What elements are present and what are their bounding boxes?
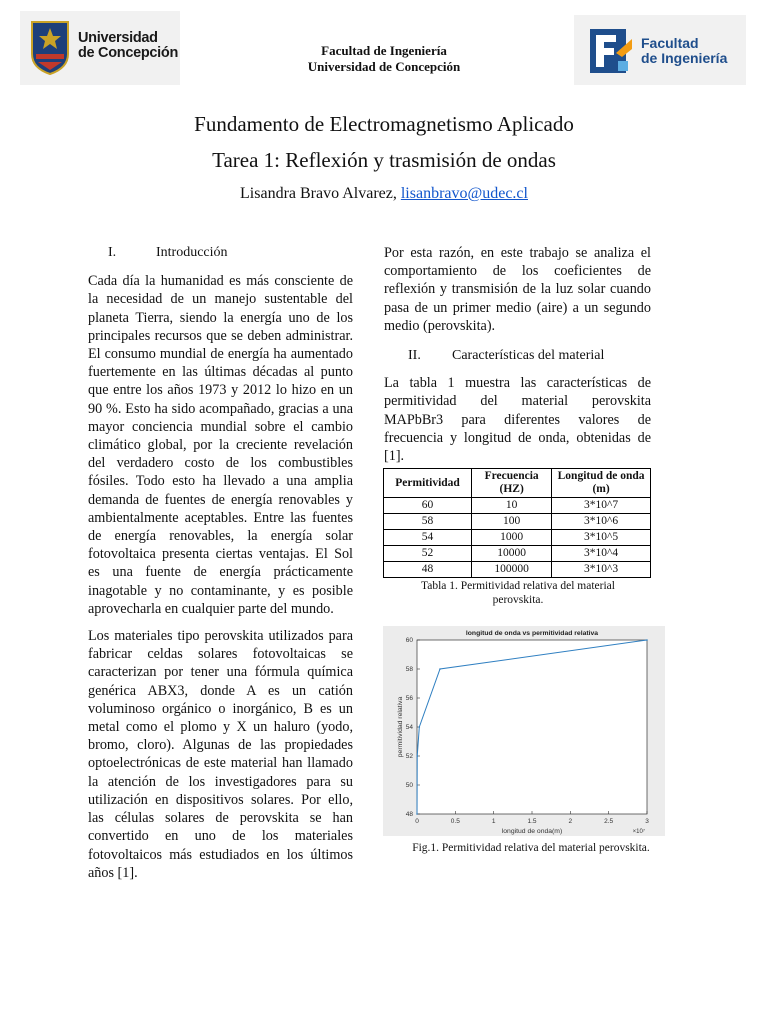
table-row — [384, 514, 651, 530]
table-header-cell: Frecuencia (HZ) — [472, 469, 552, 498]
x-tick-label: 1 — [491, 818, 496, 825]
x-tick-label: 2.5 — [604, 818, 614, 825]
table-cell: 58 — [384, 514, 472, 530]
material-title: Características del material — [452, 348, 605, 364]
header-faculty: Facultad de Ingeniería — [321, 43, 447, 58]
table-cell: 3*10^7 — [552, 498, 651, 514]
x-tick-label: 3 — [645, 818, 649, 825]
table-cell: 3*10^6 — [552, 514, 651, 530]
table-row — [384, 530, 651, 546]
fi-emblem-icon — [586, 25, 636, 77]
table-row — [384, 546, 651, 562]
table-cell: 10000 — [472, 546, 552, 562]
figure-caption: Fig.1. Permitividad relativa del material perovskita. — [412, 842, 650, 854]
x-tick-label: 0 — [415, 818, 419, 825]
chart-svg — [383, 626, 665, 836]
permittivity-chart — [383, 626, 665, 836]
x-multiplier-label: ×10⁷ — [632, 829, 645, 835]
author-name: Lisandra Bravo Alvarez, — [240, 185, 397, 202]
data-point — [419, 726, 421, 728]
intro-paragraph-2: Los materiales tipo perovskita utilizados para fabricar celdas solares fotovoltaicas se caracterizan por tener una fórmula química genérica ABX3, donde A es un catión voluminoso orgánico o inorgánico, B es un metal como el plomo y X un haluro (yodo, bromo, cloro). Algunas de las propiedades optoelectrónicas de este material han llamado la atención de los investigadores para su utilización en dispositivos solares. Por ello, las células solares de perovskita se han convertido en uno de los materiales fotovoltaicos más estudiados en los últimos años [1]. — [88, 628, 353, 881]
table-row — [384, 562, 651, 578]
table-cell: 10 — [472, 498, 552, 514]
table-cell: 3*10^5 — [552, 530, 651, 546]
intro-number: I. — [108, 245, 117, 260]
table-cell: 3*10^4 — [552, 546, 651, 562]
table-cell: 54 — [384, 530, 472, 546]
x-tick-label: 1.5 — [527, 818, 537, 825]
intro-paragraph-1: Cada día la humanidad es más consciente de la necesidad de un manejo sustentable del planeta Tierra, siendo la energía uno de los principales recursos que se deben administrar. El consumo mundial de energía ha aumentado fuertemente en las últimas décadas al punto que entre los años 1973 y 2012 lo hizo en un 90 %. Esto ha sido acompañado, gracias a una mayor conciencia mundial sobre el cambio climático global, por la creciente revelación del verdadero costo de los combustibles fósiles. Todo esto ha llevado a una amplia demanda de fuentes de energía renovables y ambientalmente aceptables. Entre las fuentes de energía renovables, la energía solar fotovoltaica presenta ciertas ventajas. El Sol es una fuente de energía prácticamente inagotable y no contaminante, y es posible aprovecharla en cualquier parte del mundo. — [88, 273, 353, 617]
chart-title: longitud de onda vs permitividad relativa — [465, 630, 599, 637]
table-cell: 52 — [384, 546, 472, 562]
plot-area — [417, 640, 647, 814]
x-axis-label: longitud de onda(m) — [501, 828, 563, 835]
table-header-cell: Permitividad — [384, 469, 472, 498]
y-tick-label: 54 — [405, 724, 413, 732]
header-university: Universidad de Concepción — [307, 59, 461, 74]
data-point — [416, 755, 418, 757]
left-column — [88, 244, 353, 891]
fi-logo — [574, 15, 746, 85]
table-header-row — [384, 469, 651, 498]
material-number: II. — [408, 348, 421, 364]
data-point — [439, 668, 441, 670]
y-tick-label: 52 — [405, 753, 413, 761]
data-point — [416, 813, 418, 815]
data-point — [646, 639, 648, 641]
author-line — [0, 185, 768, 203]
table-row — [384, 498, 651, 514]
y-tick-label: 60 — [405, 637, 413, 645]
table-cell: 1000 — [472, 530, 552, 546]
table-header-cell: Longitud de onda (m) — [552, 469, 651, 498]
y-tick-label: 50 — [405, 782, 413, 790]
table-cell: 48 — [384, 562, 472, 578]
table-cell: 100 — [472, 514, 552, 530]
table-cell: 60 — [384, 498, 472, 514]
material-heading — [384, 347, 651, 365]
intro-paragraph-3: Por esta razón, en este trabajo se analiza el comportamiento de los coeficientes de reflexión y transmisión de la luz solar cuando pasa de un primer medio (aire) a un segundo medio (perovskita). — [384, 245, 651, 334]
x-tick-label: 0.5 — [450, 818, 460, 825]
permittivity-table — [383, 468, 651, 578]
author-email-link[interactable]: lisanbravo@udec.cl — [400, 185, 528, 202]
udec-logo-line1: Universidad — [78, 30, 158, 46]
intro-title: Introducción — [156, 245, 228, 260]
table-caption: Tabla 1. Permitividad relativa del material perovskita. — [421, 580, 615, 606]
fi-logo-line2: de Ingeniería — [641, 50, 728, 66]
intro-heading — [88, 244, 353, 262]
right-column — [384, 244, 651, 474]
x-tick-label: 2 — [568, 818, 573, 825]
table-cell: 3*10^3 — [552, 562, 651, 578]
table-cell: 100000 — [472, 562, 552, 578]
assignment-title: Tarea 1: Reflexión y trasmisión de ondas — [212, 148, 556, 172]
material-paragraph-1: La tabla 1 muestra las características de permitividad del material perovskita MAPbBr3 para diferentes valores de frecuencia y longitud de onda, obtenidas de [1]. — [384, 375, 651, 465]
y-axis-label: permitividad relativa — [397, 696, 404, 758]
fi-logo-line1: Facultad — [641, 35, 699, 51]
udec-logo-line2: de Concepción — [78, 45, 179, 61]
y-tick-label: 56 — [405, 695, 413, 703]
course-title: Fundamento de Electromagnetismo Aplicado — [194, 112, 574, 136]
y-tick-label: 58 — [405, 666, 413, 674]
y-tick-label: 48 — [405, 811, 413, 819]
